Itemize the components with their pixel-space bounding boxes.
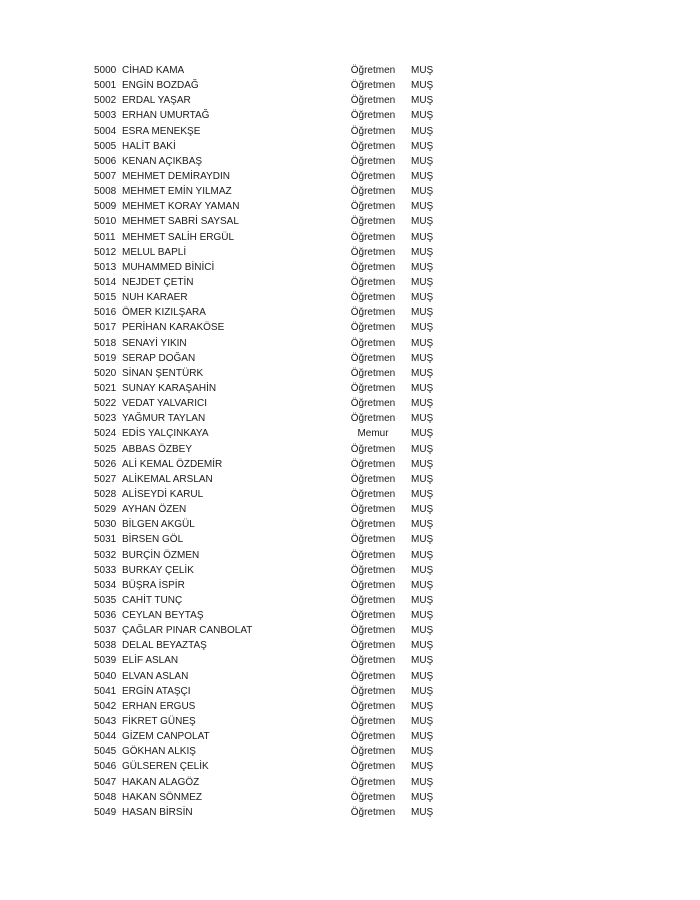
list-row [0, 608, 700, 623]
row-id: 5033 [94, 564, 117, 576]
row-city: MUŞ [411, 579, 434, 591]
row-role: Öğretmen [350, 519, 396, 531]
row-role: Öğretmen [350, 155, 396, 167]
list-row [0, 638, 700, 653]
row-city: MUŞ [411, 292, 434, 304]
row-name: ALİSEYDİ KARUL [122, 488, 204, 500]
list-row [0, 366, 700, 381]
row-name: CAHİT TUNÇ [122, 594, 183, 606]
row-city: MUŞ [411, 488, 434, 500]
row-role: Öğretmen [350, 443, 396, 455]
row-city: MUŞ [411, 322, 434, 334]
row-name: BURÇİN ÖZMEN [122, 549, 200, 561]
list-row [0, 426, 700, 441]
row-role: Öğretmen [350, 746, 396, 758]
row-role: Öğretmen [350, 186, 396, 198]
row-role: Öğretmen [350, 95, 396, 107]
row-id: 5010 [94, 216, 117, 228]
row-city: MUŞ [411, 549, 434, 561]
row-city: MUŞ [411, 276, 434, 288]
row-role: Öğretmen [350, 322, 396, 334]
list-row [0, 78, 700, 93]
row-city: MUŞ [411, 640, 434, 652]
row-id: 5016 [94, 307, 117, 319]
row-city: MUŞ [411, 65, 434, 76]
row-name: NUH KARAER [122, 292, 188, 304]
row-name: BÜŞRA İSPİR [122, 579, 185, 591]
row-city: MUŞ [411, 110, 434, 122]
row-id: 5048 [94, 791, 117, 803]
row-city: MUŞ [411, 155, 434, 167]
row-city: MUŞ [411, 231, 434, 243]
list-row [0, 230, 700, 245]
list-row [0, 442, 700, 457]
row-city: MUŞ [411, 170, 434, 182]
row-city: MUŞ [411, 95, 434, 107]
row-role: Öğretmen [350, 488, 396, 500]
row-id: 5047 [94, 776, 117, 788]
row-name: ERDAL YAŞAR [122, 95, 191, 107]
list-row [0, 532, 700, 547]
row-role: Öğretmen [350, 685, 396, 697]
row-id: 5031 [94, 534, 117, 546]
row-name: ALİ KEMAL ÖZDEMİR [122, 458, 223, 470]
row-role: Öğretmen [350, 504, 396, 516]
row-id: 5044 [94, 731, 117, 743]
row-id: 5008 [94, 186, 117, 198]
row-name: YAĞMUR TAYLAN [122, 413, 206, 425]
row-role: Öğretmen [350, 80, 396, 92]
list-row [0, 669, 700, 684]
row-city: MUŞ [411, 761, 434, 773]
row-name: ELVAN ASLAN [122, 670, 189, 682]
list-row [0, 336, 700, 351]
list-row [0, 729, 700, 744]
row-name: VEDAT YALVARICI [122, 398, 208, 410]
list-row [0, 93, 700, 108]
row-id: 5001 [94, 80, 117, 92]
row-name: SERAP DOĞAN [122, 352, 196, 364]
row-city: MUŞ [411, 216, 434, 228]
row-city: MUŞ [411, 776, 434, 788]
row-city: MUŞ [411, 443, 434, 455]
row-id: 5049 [94, 806, 117, 818]
row-name: PERİHAN KARAKÖSE [122, 322, 225, 334]
list-row [0, 457, 700, 472]
row-role: Öğretmen [350, 307, 396, 319]
row-city: MUŞ [411, 791, 434, 803]
row-name: DELAL BEYAZTAŞ [122, 640, 207, 652]
row-role: Öğretmen [350, 791, 396, 803]
row-role: Öğretmen [350, 216, 396, 228]
row-role: Öğretmen [350, 125, 396, 137]
row-name: GÖKHAN ALKIŞ [122, 746, 196, 758]
row-role: Öğretmen [350, 292, 396, 304]
row-role: Öğretmen [350, 65, 396, 76]
row-city: MUŞ [411, 140, 434, 152]
row-city: MUŞ [411, 519, 434, 531]
row-city: MUŞ [411, 716, 434, 728]
row-id: 5007 [94, 170, 117, 182]
row-role: Öğretmen [350, 655, 396, 667]
row-role: Öğretmen [350, 731, 396, 743]
row-role: Öğretmen [350, 594, 396, 606]
row-id: 5006 [94, 155, 117, 167]
row-role: Öğretmen [350, 716, 396, 728]
row-city: MUŞ [411, 806, 434, 818]
list-row [0, 381, 700, 396]
row-role: Öğretmen [350, 352, 396, 364]
row-city: MUŞ [411, 186, 434, 198]
row-id: 5023 [94, 413, 117, 425]
row-name: ERHAN UMURTAĞ [122, 110, 210, 122]
row-id: 5045 [94, 746, 117, 758]
row-role: Öğretmen [350, 231, 396, 243]
row-role: Öğretmen [350, 610, 396, 622]
row-city: MUŞ [411, 625, 434, 637]
row-role: Öğretmen [350, 201, 396, 213]
row-name: BİLGEN AKGÜL [122, 519, 195, 531]
row-role: Öğretmen [350, 534, 396, 546]
row-id: 5039 [94, 655, 117, 667]
list-row [0, 305, 700, 320]
row-id: 5040 [94, 670, 117, 682]
row-city: MUŞ [411, 261, 434, 273]
row-city: MUŞ [411, 428, 434, 440]
list-row [0, 260, 700, 275]
list-row [0, 744, 700, 759]
list-row [0, 411, 700, 426]
list-row [0, 290, 700, 305]
list-row [0, 139, 700, 154]
row-city: MUŞ [411, 594, 434, 606]
list-row [0, 63, 700, 78]
row-name: MEHMET KORAY YAMAN [122, 201, 240, 213]
row-name: HAKAN SÖNMEZ [122, 791, 203, 803]
list-row [0, 214, 700, 229]
row-name: BİRSEN GÖL [122, 534, 184, 546]
row-name: SİNAN ŞENTÜRK [122, 367, 204, 379]
row-city: MUŞ [411, 746, 434, 758]
list-row [0, 548, 700, 563]
row-role: Öğretmen [350, 473, 396, 485]
row-role: Öğretmen [350, 806, 396, 818]
row-id: 5000 [94, 65, 117, 76]
row-name: FİKRET GÜNEŞ [122, 716, 196, 728]
row-role: Öğretmen [350, 625, 396, 637]
row-role: Öğretmen [350, 579, 396, 591]
row-city: MUŞ [411, 685, 434, 697]
list-row [0, 108, 700, 123]
list-row [0, 320, 700, 335]
row-id: 5043 [94, 716, 117, 728]
row-name: NEJDET ÇETİN [122, 276, 194, 288]
row-role: Öğretmen [350, 246, 396, 258]
personnel-list [0, 63, 700, 820]
row-id: 5037 [94, 625, 117, 637]
list-row [0, 184, 700, 199]
row-name: MELUL BAPLİ [122, 246, 187, 258]
row-id: 5042 [94, 700, 117, 712]
row-id: 5021 [94, 382, 117, 394]
row-name: GİZEM CANPOLAT [122, 731, 210, 743]
list-row [0, 563, 700, 578]
list-row [0, 775, 700, 790]
row-role: Öğretmen [350, 110, 396, 122]
row-id: 5002 [94, 95, 117, 107]
row-city: MUŞ [411, 367, 434, 379]
list-row [0, 623, 700, 638]
list-row [0, 396, 700, 411]
row-name: KENAN AÇIKBAŞ [122, 155, 203, 167]
row-name: HAKAN ALAGÖZ [122, 776, 200, 788]
row-id: 5022 [94, 398, 117, 410]
row-name: ABBAS ÖZBEY [122, 443, 193, 455]
row-id: 5034 [94, 579, 117, 591]
row-name: ERGİN ATAŞÇI [122, 685, 191, 697]
row-city: MUŞ [411, 504, 434, 516]
row-id: 5028 [94, 488, 117, 500]
row-city: MUŞ [411, 307, 434, 319]
row-name: GÜLSEREN ÇELİK [122, 761, 209, 773]
row-role: Öğretmen [350, 700, 396, 712]
row-name: SUNAY KARAŞAHİN [122, 382, 217, 394]
row-city: MUŞ [411, 473, 434, 485]
row-name: CİHAD KAMA [122, 65, 185, 76]
row-role: Öğretmen [350, 549, 396, 561]
list-row [0, 154, 700, 169]
row-name: ERHAN ERGUS [122, 700, 196, 712]
row-id: 5018 [94, 337, 117, 349]
list-row [0, 759, 700, 774]
row-id: 5035 [94, 594, 117, 606]
row-city: MUŞ [411, 398, 434, 410]
row-name: MUHAMMED BİNİCİ [122, 261, 215, 273]
row-id: 5036 [94, 610, 117, 622]
row-id: 5026 [94, 458, 117, 470]
row-role: Öğretmen [350, 382, 396, 394]
row-name: HALİT BAKİ [122, 140, 176, 152]
row-city: MUŞ [411, 80, 434, 92]
row-role: Öğretmen [350, 640, 396, 652]
row-city: MUŞ [411, 670, 434, 682]
row-role: Öğretmen [350, 776, 396, 788]
list-row [0, 502, 700, 517]
row-city: MUŞ [411, 382, 434, 394]
row-id: 5014 [94, 276, 117, 288]
row-name: MEHMET SABRİ SAYSAL [122, 216, 239, 228]
row-role: Öğretmen [350, 337, 396, 349]
list-row [0, 593, 700, 608]
list-row [0, 517, 700, 532]
row-city: MUŞ [411, 731, 434, 743]
list-row [0, 124, 700, 139]
row-id: 5004 [94, 125, 117, 137]
row-role: Öğretmen [350, 367, 396, 379]
row-role: Öğretmen [350, 276, 396, 288]
row-role: Öğretmen [350, 413, 396, 425]
list-row [0, 714, 700, 729]
row-id: 5019 [94, 352, 117, 364]
row-id: 5009 [94, 201, 117, 213]
list-row [0, 472, 700, 487]
list-row [0, 487, 700, 502]
row-name: EDİS YALÇINKAYA [122, 428, 209, 440]
list-row [0, 275, 700, 290]
row-name: BURKAY ÇELİK [122, 564, 194, 576]
row-id: 5012 [94, 246, 117, 258]
row-city: MUŞ [411, 458, 434, 470]
list-row [0, 805, 700, 820]
row-role: Memur [357, 428, 389, 440]
row-id: 5046 [94, 761, 117, 773]
row-role: Öğretmen [350, 140, 396, 152]
row-role: Öğretmen [350, 261, 396, 273]
row-role: Öğretmen [350, 670, 396, 682]
row-role: Öğretmen [350, 761, 396, 773]
row-city: MUŞ [411, 700, 434, 712]
list-row [0, 699, 700, 714]
row-id: 5020 [94, 367, 117, 379]
list-row [0, 578, 700, 593]
row-name: ALİKEMAL ARSLAN [122, 473, 213, 485]
row-city: MUŞ [411, 534, 434, 546]
row-city: MUŞ [411, 246, 434, 258]
row-id: 5013 [94, 261, 117, 273]
row-id: 5005 [94, 140, 117, 152]
row-name: ÖMER KIZILŞARA [122, 307, 206, 319]
row-role: Öğretmen [350, 564, 396, 576]
row-city: MUŞ [411, 352, 434, 364]
row-id: 5032 [94, 549, 117, 561]
row-id: 5027 [94, 473, 117, 485]
list-row [0, 169, 700, 184]
row-city: MUŞ [411, 413, 434, 425]
row-id: 5029 [94, 504, 117, 516]
row-role: Öğretmen [350, 170, 396, 182]
row-id: 5024 [94, 428, 117, 440]
row-city: MUŞ [411, 655, 434, 667]
row-id: 5041 [94, 685, 117, 697]
row-name: MEHMET DEMİRAYDIN [122, 170, 230, 182]
row-name: AYHAN ÖZEN [122, 504, 187, 516]
row-role: Öğretmen [350, 398, 396, 410]
row-id: 5015 [94, 292, 117, 304]
row-name: MEHMET EMİN YILMAZ [122, 186, 232, 198]
row-id: 5003 [94, 110, 117, 122]
row-name: MEHMET SALİH ERGÜL [122, 231, 235, 243]
row-name: ENGİN BOZDAĞ [122, 80, 199, 92]
row-id: 5038 [94, 640, 117, 652]
list-row [0, 653, 700, 668]
row-id: 5011 [94, 231, 116, 243]
row-name: ELİF ASLAN [122, 655, 179, 667]
row-name: ESRA MENEKŞE [122, 125, 201, 137]
list-row [0, 351, 700, 366]
row-name: ÇAĞLAR PINAR CANBOLAT [122, 625, 253, 637]
list-row [0, 199, 700, 214]
row-name: CEYLAN BEYTAŞ [122, 610, 204, 622]
row-city: MUŞ [411, 610, 434, 622]
row-city: MUŞ [411, 337, 434, 349]
row-role: Öğretmen [350, 458, 396, 470]
row-city: MUŞ [411, 564, 434, 576]
list-row [0, 684, 700, 699]
row-name: HASAN BİRSİN [122, 806, 193, 818]
row-name: SENAYİ YIKIN [122, 337, 187, 349]
list-row [0, 790, 700, 805]
row-city: MUŞ [411, 201, 434, 213]
row-id: 5030 [94, 519, 117, 531]
row-id: 5017 [94, 322, 117, 334]
list-row [0, 245, 700, 260]
row-id: 5025 [94, 443, 117, 455]
row-city: MUŞ [411, 125, 434, 137]
